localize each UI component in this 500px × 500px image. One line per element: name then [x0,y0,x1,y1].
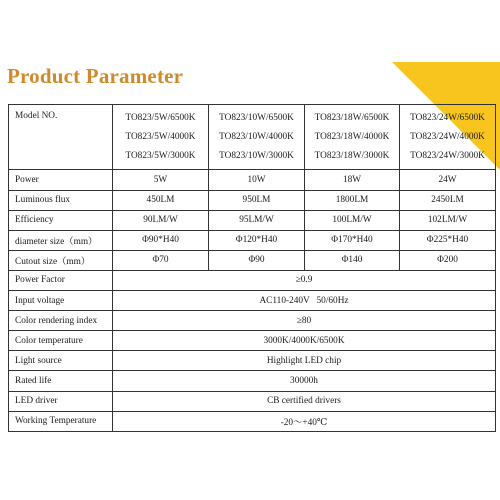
model-cell [305,105,400,170]
row-value: AC110-240V 50/60Hz [113,291,496,311]
table-row [9,411,496,431]
row-value: 95LM/W [209,210,305,230]
model-name: TO823/10W/6500K [219,113,294,123]
model-cell [209,105,305,170]
row-label: Rated life [9,371,113,391]
parameter-table [8,104,496,432]
row-value: Φ90*H40 [113,230,209,250]
row-value: 5W [113,170,209,190]
row-value: 30000h [113,371,496,391]
row-label: Input voltage [9,291,113,311]
table-row [9,270,496,290]
model-cell [400,105,496,170]
row-value: Φ170*H40 [305,230,400,250]
row-label: Working Temperature [9,411,113,431]
table-row [9,250,496,270]
model-name: TO823/24W/4000K [410,132,485,142]
table-row [9,170,496,190]
row-value: Φ225*H40 [400,230,496,250]
model-name: TO823/10W/3000K [219,151,294,161]
page-title: Product Parameter [7,64,184,88]
row-label: Light source [9,351,113,371]
row-value: ≥0.9 [113,270,496,290]
row-value: 950LM [209,190,305,210]
model-name: TO823/18W/3000K [314,151,390,161]
row-value: -20～+40℃ [113,411,496,431]
row-value: ≥80 [113,311,496,331]
row-value: 100LM/W [305,210,400,230]
row-label: Color rendering index [9,311,113,331]
model-name: TO823/5W/6500K [125,113,196,123]
table-row [9,391,496,411]
row-label: Cutout size（mm） [9,250,113,270]
table-row [9,190,496,210]
row-value: 450LM [113,190,209,210]
model-name: TO823/10W/4000K [219,132,294,142]
table-row [9,351,496,371]
row-label: LED driver [9,391,113,411]
model-name: TO823/18W/6500K [314,113,390,123]
model-name: TO823/5W/4000K [125,132,196,142]
row-value: Highlight LED chip [113,351,496,371]
row-label: Power Factor [9,270,113,290]
row-label: Luminous flux [9,190,113,210]
row-value: Φ140 [305,250,400,270]
row-value: Φ200 [400,250,496,270]
model-name: TO823/5W/3000K [125,151,196,161]
row-value: 90LM/W [113,210,209,230]
model-label: Model NO. [9,105,113,170]
row-value: 2450LM [400,190,496,210]
row-label: Power [9,170,113,190]
row-label: Efficiency [9,210,113,230]
model-cell [113,105,209,170]
row-label: Color temperature [9,331,113,351]
table-row [9,230,496,250]
row-value: Φ70 [113,250,209,270]
row-value: CB certified drivers [113,391,496,411]
row-value: 18W [305,170,400,190]
table-row [9,311,496,331]
row-value: Φ120*H40 [209,230,305,250]
row-label: diameter size（mm） [9,230,113,250]
row-value: 1800LM [305,190,400,210]
row-value: 24W [400,170,496,190]
row-value: 102LM/W [400,210,496,230]
model-name: TO823/24W/3000K [410,151,485,161]
model-row [9,105,496,170]
row-value: 10W [209,170,305,190]
table-row [9,291,496,311]
table-row [9,371,496,391]
row-value: Φ90 [209,250,305,270]
model-name: TO823/24W/6500K [410,113,485,123]
table-row [9,331,496,351]
table-row [9,210,496,230]
row-value: 3000K/4000K/6500K [113,331,496,351]
model-name: TO823/18W/4000K [314,132,390,142]
